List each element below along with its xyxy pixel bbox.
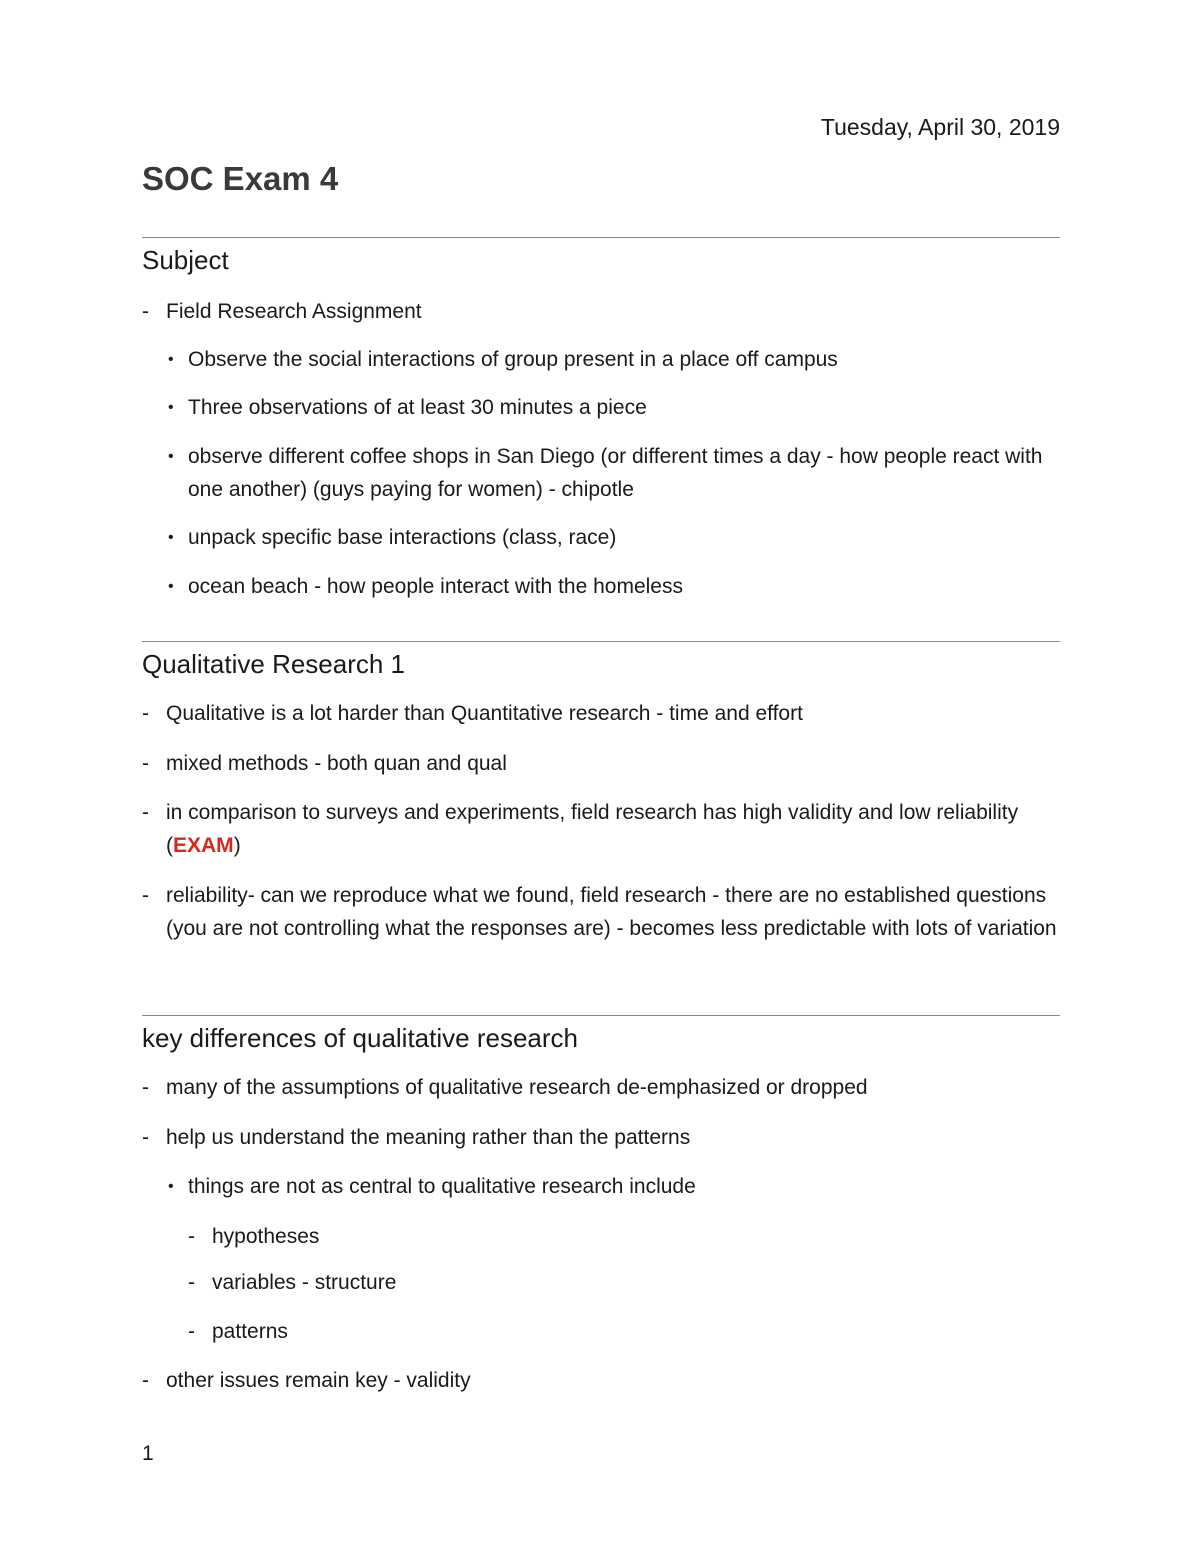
- dash-marker: -: [142, 884, 149, 907]
- list-item: [168, 391, 1060, 424]
- dash-marker: -: [188, 1320, 195, 1343]
- dash-marker: -: [142, 1126, 149, 1149]
- list-item-text-suffix: ): [233, 834, 241, 857]
- list-item: [188, 1315, 1060, 1348]
- document-title: SOC Exam 4: [142, 160, 339, 197]
- section-heading: key differences of qualitative research: [142, 1023, 578, 1053]
- dash-marker: -: [142, 752, 149, 775]
- list-item-text: Observe the social interactions of group present in a place off campus: [188, 348, 838, 371]
- dash-marker: -: [188, 1225, 195, 1248]
- list-item: [142, 697, 1060, 730]
- list-item: [142, 796, 1060, 862]
- exam-highlight: EXAM: [173, 834, 234, 857]
- page-number: 1: [142, 1442, 154, 1465]
- list-item: [188, 1266, 1060, 1299]
- list-item: [142, 879, 1060, 945]
- list-item-text: help us understand the meaning rather than the patterns: [166, 1126, 691, 1149]
- dash-marker: -: [142, 300, 149, 323]
- section-qualitative-research: [142, 641, 1060, 940]
- list-item: [142, 1364, 1060, 1397]
- list-item-text: Qualitative is a lot harder than Quantitative research - time and effort: [166, 702, 803, 725]
- list-item-text: many of the assumptions of qualitative research de-emphasized or dropped: [166, 1076, 868, 1099]
- list-item-text: Field Research Assignment: [166, 300, 422, 323]
- list-item: [142, 1071, 1060, 1104]
- list-item: [188, 1220, 1060, 1253]
- dash-marker: -: [142, 1369, 149, 1392]
- section-divider: [142, 641, 1060, 642]
- bullet-marker: •: [168, 351, 174, 368]
- list-item-text: in comparison to surveys and experiments, field research has high validity and low reliability (: [166, 801, 1019, 857]
- list-item-text: mixed methods - both quan and qual: [166, 752, 507, 775]
- list-item-text: reliability- can we reproduce what we found, field research - there are no established questions (you are not controlling what the responses are) - becomes less predictable with lots of variation: [166, 884, 1057, 940]
- bullet-marker: •: [168, 578, 174, 595]
- bullet-marker: •: [168, 399, 174, 416]
- bullet-marker: •: [168, 529, 174, 546]
- list-item: [168, 521, 1060, 554]
- list-item-text: Three observations of at least 30 minutes a piece: [188, 396, 647, 419]
- dash-marker: -: [142, 1076, 149, 1099]
- list-item: [168, 1170, 1060, 1203]
- list-item: [168, 440, 1060, 506]
- list-item: [142, 1121, 1060, 1154]
- section-subject: [142, 237, 1060, 598]
- list-item-text: unpack specific base interactions (class, race): [188, 526, 617, 549]
- list-item-text: other issues remain key - validity: [166, 1369, 471, 1392]
- section-divider: [142, 1015, 1060, 1016]
- dash-marker: -: [142, 702, 149, 725]
- list-item-text: things are not as central to qualitative research include: [188, 1175, 696, 1198]
- list-item-text: patterns: [212, 1320, 288, 1343]
- list-item-text: ocean beach - how people interact with the homeless: [188, 575, 683, 598]
- list-item: [142, 295, 1060, 328]
- list-item: [168, 343, 1060, 376]
- bullet-marker: •: [168, 1178, 174, 1195]
- section-divider: [142, 237, 1060, 238]
- list-item: [142, 747, 1060, 780]
- bullet-marker: •: [168, 448, 174, 465]
- section-heading: Qualitative Research 1: [142, 649, 406, 679]
- dash-marker: -: [188, 1271, 195, 1294]
- section-heading: Subject: [142, 245, 229, 275]
- document-date: Tuesday, April 30, 2019: [820, 114, 1060, 140]
- section-key-differences: [142, 1015, 1060, 1392]
- list-item-text: observe different coffee shops in San Diego (or different times a day - how people react with one another) (guys paying for women) - chipotle: [188, 445, 1043, 501]
- list-item: [168, 570, 1060, 603]
- list-item-text: hypotheses: [212, 1225, 320, 1248]
- dash-marker: -: [142, 801, 149, 824]
- list-item-text: variables - structure: [212, 1271, 397, 1294]
